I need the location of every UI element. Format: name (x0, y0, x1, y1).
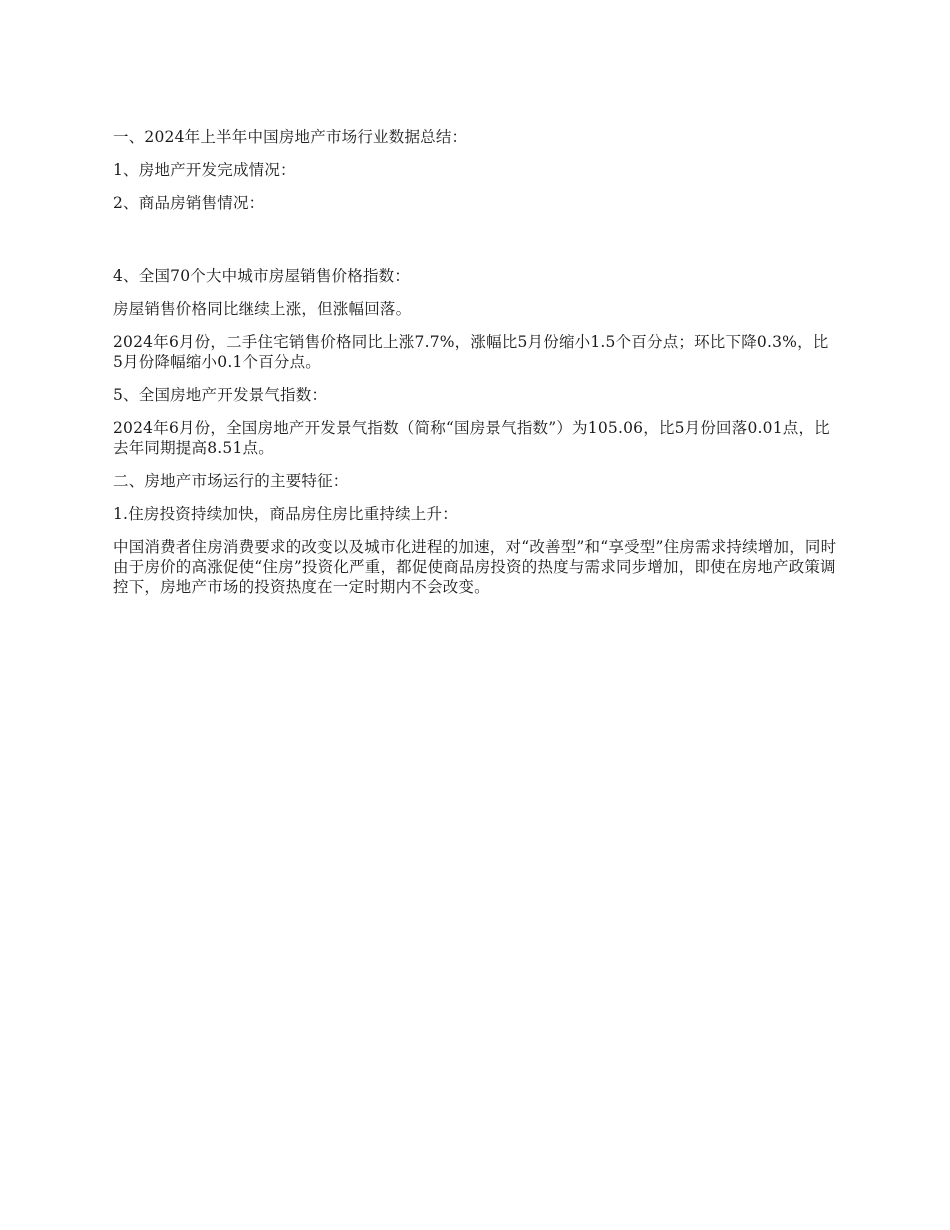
paragraph-price-detail: 2024年6月份，二手住宅销售价格同比上涨7.7%，涨幅比5月份缩小1.5个百分点；环比下降0.3%，比5月份降幅缩小0.1个百分点。 (113, 333, 829, 371)
document-body (113, 127, 838, 610)
subheading-climate-index: 5、全国房地产开发景气指数： (113, 386, 328, 404)
section-heading-features: 二、房地产市场运行的主要特征： (113, 472, 349, 490)
paragraph-investment-detail: 中国消费者住房消费要求的改变以及城市化进程的加速，对“改善型”和“享受型”住房需求持续增加，同时由于房价的高涨促使“住房”投资化严重，都促使商品房投资的热度与需求同步增加，即使在房地产政策调控下，房地产市场的投资热度在一定时期内不会改变。 (113, 538, 837, 596)
subheading-development: 1、房地产开发完成情况： (113, 161, 296, 179)
paragraph-price-trend: 房屋销售价格同比继续上涨，但涨幅回落。 (113, 300, 412, 318)
subheading-price-index: 4、全国70个大中城市房屋销售价格指数： (113, 267, 411, 285)
section-heading-summary: 一、2024年上半年中国房地产市场行业数据总结： (113, 128, 468, 146)
subheading-investment: 1.住房投资持续加快，商品房住房比重持续上升： (113, 505, 458, 523)
subheading-sales: 2、商品房销售情况： (113, 194, 265, 212)
blank-gap (113, 226, 838, 266)
paragraph-climate-detail: 2024年6月份，全国房地产开发景气指数（简称“国房景气指数”）为105.06，比5月份回落0.01点，比去年同期提高8.51点。 (113, 419, 830, 457)
